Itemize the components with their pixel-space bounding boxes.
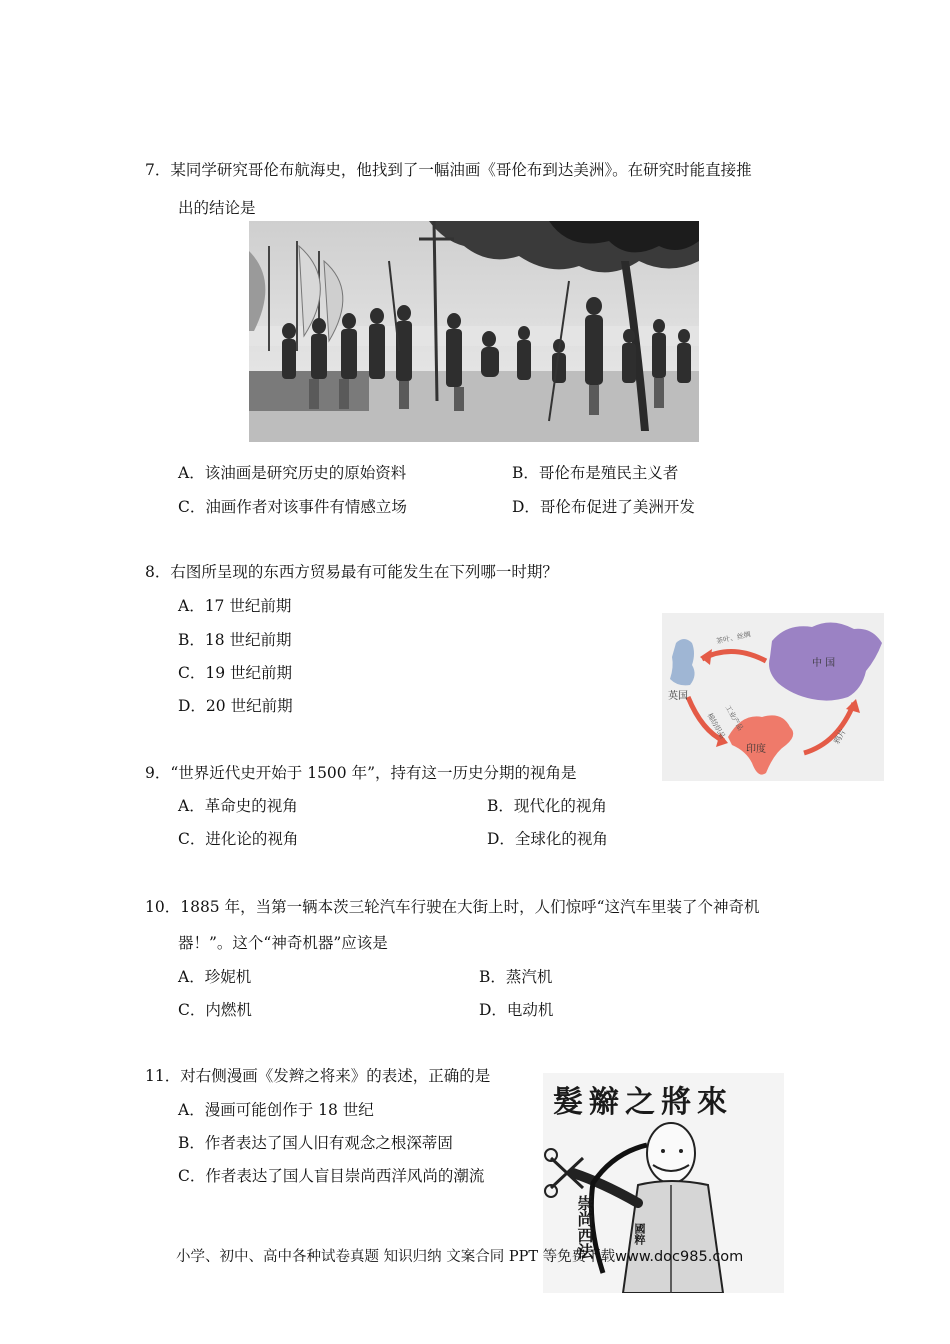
- q11-option-b: B．作者表达了国人旧有观念之根深蒂固: [178, 1134, 453, 1152]
- q8-option-c: C．19 世纪前期: [178, 664, 293, 682]
- q10-option-b: B．蒸汽机: [479, 968, 553, 986]
- q7-stem-line2: 出的结论是: [178, 199, 256, 217]
- q11-option-c: C．作者表达了国人盲目崇尚西洋风尚的潮流: [178, 1167, 485, 1185]
- q9-option-c: C．进化论的视角: [178, 830, 299, 848]
- q7-option-a: A．该油画是研究历史的原始资料: [178, 464, 407, 482]
- q8-option-a: A．17 世纪前期: [178, 597, 292, 615]
- columbus-painting: [249, 221, 699, 442]
- opium-label: 鸦片: [832, 727, 848, 746]
- q11-stem: 11．对右侧漫画《发辫之将来》的表述，正确的是: [145, 1067, 491, 1085]
- q10-stem-line2: 器！”。这个“神奇机器”应该是: [178, 934, 388, 952]
- q8-option-d: D．20 世纪前期: [178, 697, 293, 715]
- cartoon-text-right: 國粹: [633, 1223, 646, 1245]
- q10-stem-line1: 10．1885 年，当第一辆本茨三轮汽车行驶在大街上时，人们惊呼“这汽车里装了个神奇机: [145, 898, 760, 916]
- triangular-trade-map: [662, 613, 884, 781]
- q9-option-b: B．现代化的视角: [487, 797, 607, 815]
- industrial-label: 工业产品: [723, 703, 745, 733]
- india-label: 印度: [746, 744, 766, 755]
- cartoon-title: 來將之辮髮: [553, 1085, 733, 1120]
- tea-silk-label: 茶叶、丝绸: [715, 630, 752, 646]
- q9-stem: 9．“世界近代史开始于 1500 年”，持有这一历史分期的视角是: [145, 764, 577, 782]
- q7-option-b: B．哥伦布是殖民主义者: [512, 464, 679, 482]
- q10-option-d: D．电动机: [479, 1001, 554, 1019]
- q7-option-d: D．哥伦布促进了美洲开发: [512, 498, 695, 516]
- q9-option-a: A．革命史的视角: [178, 797, 298, 815]
- q10-option-c: C．内燃机: [178, 1001, 252, 1019]
- footer-text: [176, 1245, 743, 1266]
- china-label: 中 国: [812, 658, 836, 669]
- q9-option-d: D．全球化的视角: [487, 830, 608, 848]
- cartoon-text-left: 崇尚西法: [575, 1195, 594, 1259]
- footer-description: 小学、初中、高中各种试卷真题 知识归纳 文案合同 PPT 等免费下载: [176, 1249, 616, 1265]
- q11-option-a: A．漫画可能创作于 18 世纪: [178, 1101, 374, 1119]
- footer-site-link[interactable]: www.doc985.com: [615, 1249, 744, 1265]
- britain-map-shape: [670, 639, 695, 685]
- cotton-goods-label: 棉纺织品: [705, 711, 727, 741]
- q7-option-c: C．油画作者对该事件有情感立场: [178, 498, 407, 516]
- q10-option-a: A．珍妮机: [178, 968, 252, 986]
- q7-stem-line1: 7．某同学研究哥伦布航海史，他找到了一幅油画《哥伦布到达美洲》。在研究时能直接推: [145, 161, 752, 179]
- q8-option-b: B．18 世纪前期: [178, 631, 292, 649]
- britain-label: 英国: [668, 691, 688, 702]
- q8-stem: 8．右图所呈现的东西方贸易最有可能发生在下列哪一时期？: [145, 563, 558, 581]
